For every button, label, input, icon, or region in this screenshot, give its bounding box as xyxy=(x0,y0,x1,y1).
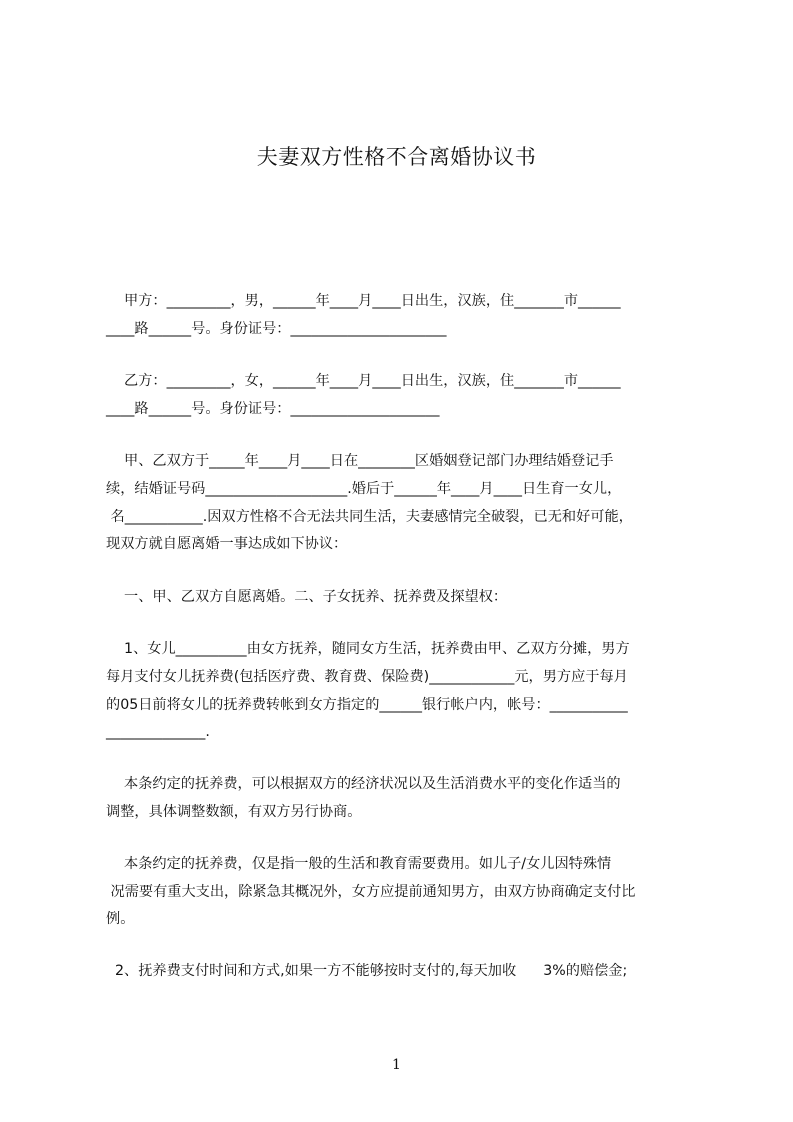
paragraph-line: ______________. xyxy=(106,724,210,740)
paragraph-line: ____路______号。身份证号：______________________ xyxy=(106,321,447,337)
paragraph-line: 本条约定的抚养费，可以根据双方的经济状况以及生活消费水平的变化作适当的 xyxy=(106,776,621,792)
paragraph-line: 每月支付女儿抚养费(包括医疗费、教育费、保险费)____________元，男方应于每月 xyxy=(106,669,628,685)
paragraph-line: ____路______号。身份证号：_____________________ xyxy=(106,401,440,417)
paragraph-line: 一、甲、乙双方自愿离婚。二、子女抚养、抚养费及探望权： xyxy=(106,589,508,605)
paragraph-line: 名___________.因双方性格不合无法共同生活，夫妻感情完全破裂，已无和好可能， xyxy=(106,509,633,525)
paragraph-line: 本条约定的抚养费，仅是指一般的生活和教育需要费用。如儿子/女儿因特殊情 xyxy=(106,856,612,872)
paragraph-line: 1、女儿__________由女方抚养，随同女方生活，抚养费由甲、乙双方分摊，男方 xyxy=(106,641,630,657)
page-number: 1 xyxy=(392,1057,401,1073)
paragraph-line: 乙方：_________，女，______年____月____日出生，汉族，住_______市______ xyxy=(106,373,621,389)
paragraph-line: 甲、乙双方于_____年____月____日在________区婚姻登记部门办理结婚登记手 xyxy=(106,453,614,469)
paragraph-line: 调整，具体调整数额，有双方另行协商。 xyxy=(106,804,362,820)
paragraph-line: 2、抚养费支付时间和方式,如果一方不能够按时支付的,每天加收 3%的赔偿金; xyxy=(106,963,628,979)
paragraph-line: 甲方：_________，男，______年____月____日出生，汉族，住_______市______ xyxy=(106,293,621,309)
paragraph-line: 现双方就自愿离婚一事达成如下协议： xyxy=(106,536,348,552)
paragraph-line: 的05日前将女儿的抚养费转帐到女方指定的______银行帐户内，帐号：___________ xyxy=(106,697,628,713)
paragraph-line: 续，结婚证号码____________________.婚后于______年____月____日生育一女儿， xyxy=(106,481,622,497)
paragraph-line: 例。 xyxy=(106,911,135,927)
document-title: 夫妻双方性格不合离婚协议书 xyxy=(256,145,537,169)
paragraph-line: 况需要有重大支出，除紧急其概况外，女方应提前通知男方，由双方协商确定支付比 xyxy=(106,884,636,900)
